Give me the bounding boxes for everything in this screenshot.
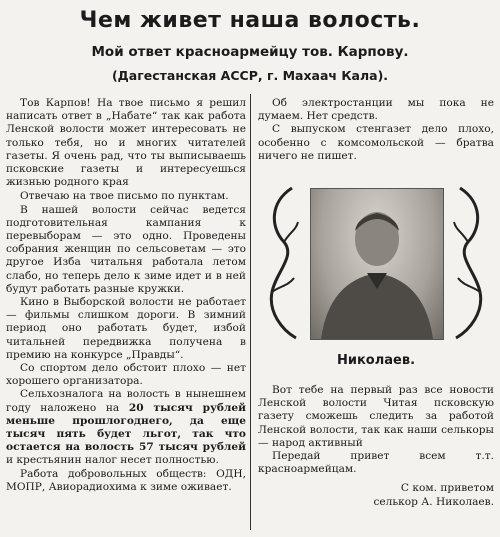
paragraph: Об электростанции мы пока не думаем. Нет средств. (258, 97, 494, 123)
ornament-left-icon (262, 182, 302, 344)
photo-caption: Николаев. (336, 353, 416, 368)
tax-text-c: и крестьянин налог несет полностью. (6, 454, 219, 467)
paragraph: С выпуском стенгазет дело плохо, особенно с комсомольской — братва ничего не пишет. (258, 123, 494, 162)
paragraph: Вот тебе на первый раз все новости Ленской волости Читая псковскую газету сможешь следить за работой Ленской волости, так как наши селькоры — народ активный (258, 384, 494, 449)
paragraph: Передай привет всем т.т. красноармейцам. (258, 450, 494, 476)
article-subhead: Мой ответ красноармейцу тов. Карпову. (91, 44, 409, 60)
article-headline: Чем живет наша волость. (79, 8, 421, 33)
left-column (6, 97, 246, 494)
tax-text-a: Сельхозналога на волость в нынешнем году наложено на (6, 388, 246, 414)
article-dateline: (Дагестанская АССР, г. Махаач Кала). (111, 68, 389, 83)
column-divider (250, 94, 251, 530)
paragraph-tax (6, 388, 246, 467)
tax-text-bold: 20 тысяч рублей меньше прошлогоднего, да еще тысяч пять будет льгот, так что остается на волость 57 тысяч рублей (6, 401, 246, 454)
paragraph: Со спортом дело обстоит плохо — нет хорошего организатора. (6, 362, 246, 388)
paragraph: Кино в Выборской волости не работает — фильмы слишком дороги. В зимний период оно работать будет, избой читальней передвижка получена в премию на конкурсе „Правды“. (6, 296, 246, 361)
ornament-right-icon (450, 182, 490, 344)
paragraph: Тов Карпов! На твое письмо я решил написать ответ в „Набате“ так как работа Ленской волости может интересовать не только тебя, но и многих читателей газеты. Я очень рад, что ты выписываешь псковские газеты и интересуешься жизнью родного края (6, 97, 246, 189)
signature: селькор А. Николаев. (373, 495, 494, 508)
portrait-photo-icon (310, 188, 444, 340)
right-column-bottom (258, 384, 494, 509)
paragraph: Работа добровольных обществ: ОДН, МОПР, Авиорадиохима к зиме оживает. (6, 467, 246, 493)
photo-frame (262, 182, 490, 344)
paragraph: В нашей волости сейчас ведется подготовительная кампания к перевыборам — это одно. Проведены собрания женщин по сельсоветам — это другое Изба читальня работала летом слабо, но теперь дело к зиме идет и в ней будут работать разные кружки. (6, 203, 246, 295)
signoff: С ком. приветом (400, 482, 494, 495)
paragraph: Отвечаю на твое письмо по пунктам. (20, 190, 229, 203)
right-column-top (258, 97, 494, 163)
